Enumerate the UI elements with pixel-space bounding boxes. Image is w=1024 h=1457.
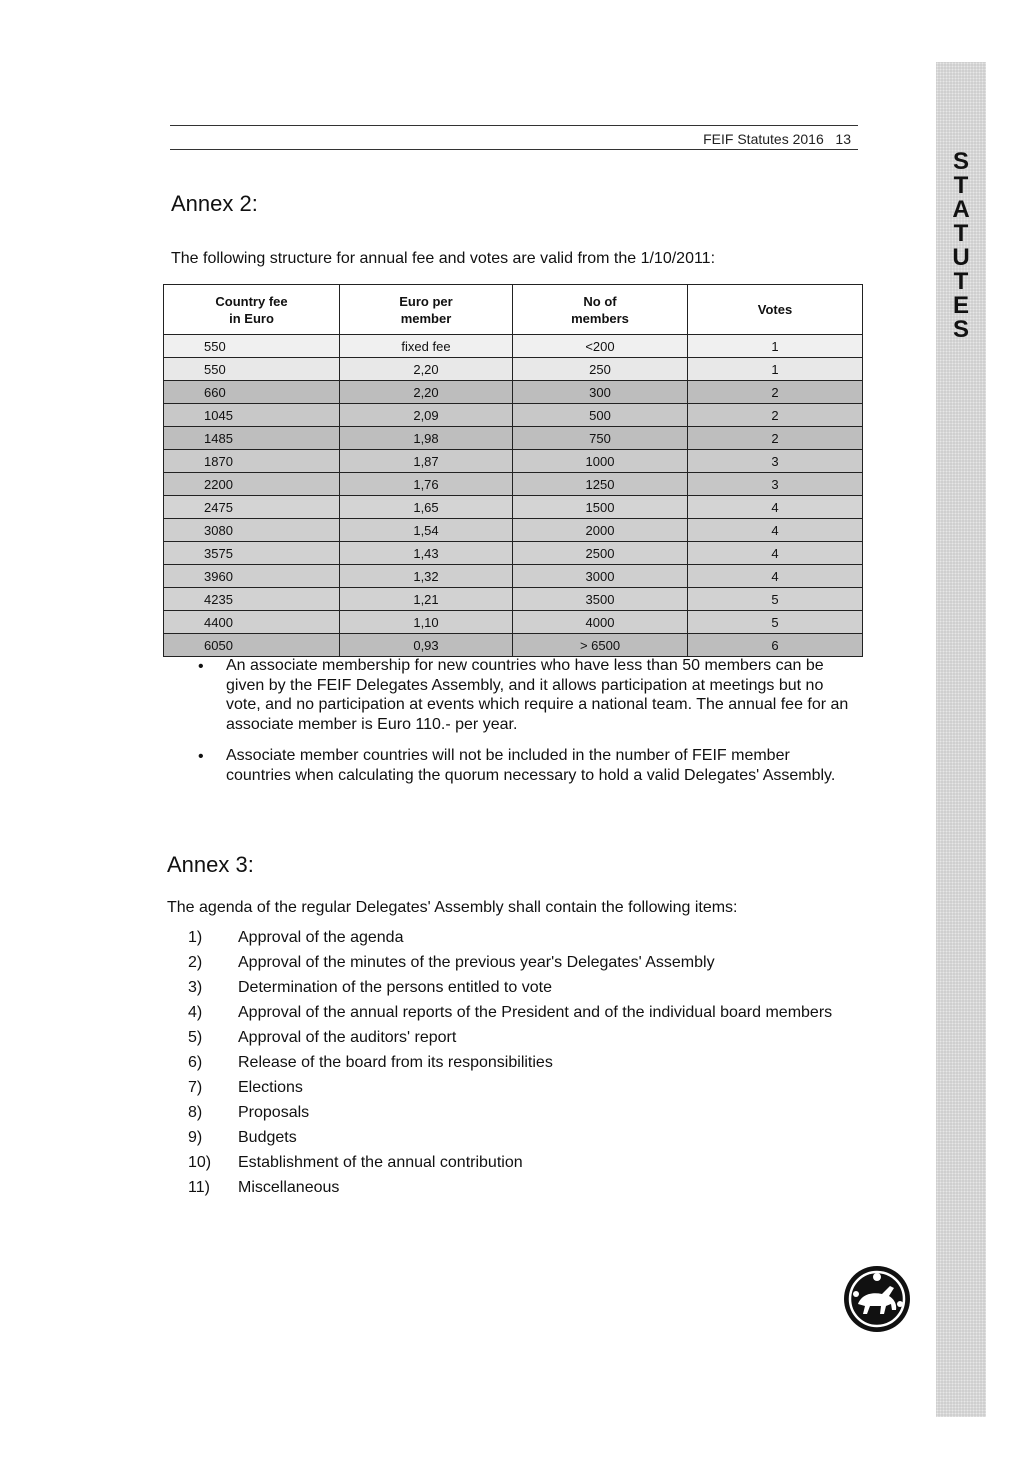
agenda-item-text: Establishment of the annual contribution: [238, 1154, 523, 1171]
votes-cell: 3: [688, 473, 863, 496]
votes-cell: 2: [688, 381, 863, 404]
agenda-item-number: 10): [188, 1154, 212, 1171]
agenda-item-number: 4): [188, 1004, 203, 1021]
table-row: [164, 381, 863, 404]
votes-cell: 1: [688, 358, 863, 381]
country-fee-cell: 550: [164, 358, 340, 381]
votes-cell: 5: [688, 588, 863, 611]
table-row: [164, 496, 863, 519]
no-of-members-cell: 250: [513, 358, 688, 381]
no-of-members-cell: 3000: [513, 565, 688, 588]
table-row: [164, 519, 863, 542]
column-header-label: Euro per member: [399, 293, 453, 326]
country-fee-cell: 2200: [164, 473, 340, 496]
country-fee-cell: 550: [164, 335, 340, 358]
euro-per-member-cell: 1,54: [340, 519, 513, 542]
header-rule: [170, 149, 858, 150]
agenda-item: [188, 1178, 848, 1197]
side-tab-letter: S: [952, 316, 969, 343]
column-header-label: No of members: [571, 293, 629, 326]
table-row: [164, 427, 863, 450]
annex-2-notes: [198, 656, 858, 797]
table-row: [164, 473, 863, 496]
bullet-item: [198, 746, 858, 785]
agenda-item: [188, 1103, 848, 1122]
no-of-members-cell: 4000: [513, 611, 688, 634]
table-row: [164, 565, 863, 588]
side-tab-letter: T: [953, 268, 969, 295]
table-header-row: [164, 285, 863, 335]
table-row: [164, 450, 863, 473]
annex-2-intro: The following structure for annual fee and votes are valid from the 1/10/2011:: [171, 250, 716, 267]
agenda-item-number: 5): [188, 1029, 203, 1046]
no-of-members-cell: 300: [513, 381, 688, 404]
side-tab-letter: A: [952, 196, 970, 223]
side-tab-letter: T: [953, 220, 969, 247]
agenda-item: [188, 1153, 848, 1172]
votes-cell: 4: [688, 519, 863, 542]
table-body: [164, 335, 863, 657]
agenda-item-text: Budgets: [238, 1129, 297, 1146]
euro-per-member-cell: fixed fee: [340, 335, 513, 358]
table-row: [164, 542, 863, 565]
agenda-item: [188, 1078, 848, 1097]
column-header-label: Votes: [757, 302, 793, 317]
agenda-item-text: Approval of the minutes of the previous year's Delegates' Assembly: [238, 954, 715, 971]
agenda-item-number: 8): [188, 1104, 203, 1121]
country-fee-cell: 6050: [164, 634, 340, 657]
no-of-members-cell: 2500: [513, 542, 688, 565]
euro-per-member-cell: 2,09: [340, 404, 513, 427]
agenda-item-text: Approval of the annual reports of the President and of the individual board members: [238, 1004, 833, 1021]
votes-cell: 1: [688, 335, 863, 358]
agenda-item: [188, 1128, 848, 1147]
side-tab-letter: E: [952, 292, 969, 319]
no-of-members-cell: 500: [513, 404, 688, 427]
table-row: [164, 588, 863, 611]
no-of-members-cell: > 6500: [513, 634, 688, 657]
euro-per-member-cell: 1,76: [340, 473, 513, 496]
votes-cell: 6: [688, 634, 863, 657]
euro-per-member-cell: 2,20: [340, 358, 513, 381]
side-tab-letter: U: [952, 244, 970, 271]
table-row: [164, 358, 863, 381]
bullet-item: [198, 656, 858, 734]
column-header-label: Country fee in Euro: [215, 293, 288, 326]
table-row: [164, 335, 863, 358]
running-header: FEIF Statutes 2016 13: [703, 131, 851, 147]
country-fee-cell: 660: [164, 381, 340, 404]
no-of-members-cell: 1000: [513, 450, 688, 473]
euro-per-member-cell: 0,93: [340, 634, 513, 657]
no-of-members-cell: 750: [513, 427, 688, 450]
agenda-item-text: Proposals: [238, 1104, 310, 1121]
side-tab-letters: [936, 150, 986, 342]
side-tab-letter: S: [952, 148, 969, 175]
table-row: [164, 634, 863, 657]
fee-votes-table: [163, 284, 863, 657]
agenda-item: [188, 1028, 848, 1047]
agenda-item-text: Release of the board from its responsibilities: [238, 1054, 553, 1071]
agenda-item: [188, 978, 848, 997]
agenda-item-text: Approval of the auditors' report: [238, 1029, 457, 1046]
euro-per-member-cell: 2,20: [340, 381, 513, 404]
votes-cell: 4: [688, 542, 863, 565]
column-header-votes: [688, 285, 863, 335]
statutes-side-tab: [936, 62, 986, 1417]
agenda-list: [188, 928, 848, 1203]
agenda-item-number: 9): [188, 1129, 203, 1146]
country-fee-cell: 3575: [164, 542, 340, 565]
agenda-item-text: Approval of the agenda: [238, 929, 404, 946]
agenda-item-text: Determination of the persons entitled to vote: [238, 979, 552, 996]
bullet-text: Associate member countries will not be included in the number of FEIF member countries when calculating the quorum necessary to hold a valid Delegates' Assembly.: [226, 747, 836, 784]
votes-cell: 3: [688, 450, 863, 473]
agenda-item-number: 11): [188, 1179, 210, 1196]
table-row: [164, 404, 863, 427]
no-of-members-cell: 3500: [513, 588, 688, 611]
feif-horse-logo-icon: [842, 1264, 912, 1334]
bullet-text: An associate membership for new countries who have less than 50 members can be given by the FEIF Delegates Assembly, and it allows participation at meetings but no vote, and no participation at events which require a national team. The annual fee for an associate member is Euro 110.- per year.: [226, 657, 849, 733]
euro-per-member-cell: 1,10: [340, 611, 513, 634]
bullet-dot-icon: •: [198, 748, 204, 765]
annex-3-intro: The agenda of the regular Delegates' Assembly shall contain the following items:: [167, 899, 738, 916]
agenda-item: [188, 1053, 848, 1072]
country-fee-cell: 1485: [164, 427, 340, 450]
agenda-item-number: 3): [188, 979, 203, 996]
country-fee-cell: 1045: [164, 404, 340, 427]
euro-per-member-cell: 1,65: [340, 496, 513, 519]
country-fee-cell: 1870: [164, 450, 340, 473]
table-row: [164, 611, 863, 634]
agenda-item-number: 7): [188, 1079, 203, 1096]
votes-cell: 2: [688, 427, 863, 450]
country-fee-cell: 3960: [164, 565, 340, 588]
column-header-euro-per-member: [340, 285, 513, 335]
agenda-item-number: 6): [188, 1054, 203, 1071]
euro-per-member-cell: 1,98: [340, 427, 513, 450]
agenda-item: [188, 928, 848, 947]
euro-per-member-cell: 1,87: [340, 450, 513, 473]
agenda-item-text: Miscellaneous: [238, 1179, 340, 1196]
no-of-members-cell: 2000: [513, 519, 688, 542]
bullet-dot-icon: •: [198, 658, 204, 675]
country-fee-cell: 4400: [164, 611, 340, 634]
agenda-item: [188, 1003, 848, 1022]
euro-per-member-cell: 1,21: [340, 588, 513, 611]
agenda-item: [188, 953, 848, 972]
no-of-members-cell: 1500: [513, 496, 688, 519]
votes-cell: 4: [688, 496, 863, 519]
agenda-item-number: 2): [188, 954, 203, 971]
votes-cell: 2: [688, 404, 863, 427]
euro-per-member-cell: 1,32: [340, 565, 513, 588]
votes-cell: 4: [688, 565, 863, 588]
column-header-no-of-members: [513, 285, 688, 335]
no-of-members-cell: 1250: [513, 473, 688, 496]
header-rule: [170, 125, 858, 126]
column-header-country-fee: [164, 285, 340, 335]
annex-3-title: Annex 3:: [167, 852, 254, 877]
votes-cell: 5: [688, 611, 863, 634]
country-fee-cell: 4235: [164, 588, 340, 611]
side-tab-letter: T: [953, 172, 969, 199]
no-of-members-cell: <200: [513, 335, 688, 358]
country-fee-cell: 2475: [164, 496, 340, 519]
euro-per-member-cell: 1,43: [340, 542, 513, 565]
country-fee-cell: 3080: [164, 519, 340, 542]
agenda-item-number: 1): [188, 929, 203, 946]
agenda-item-text: Elections: [238, 1079, 303, 1096]
annex-2-title: Annex 2:: [171, 191, 258, 216]
